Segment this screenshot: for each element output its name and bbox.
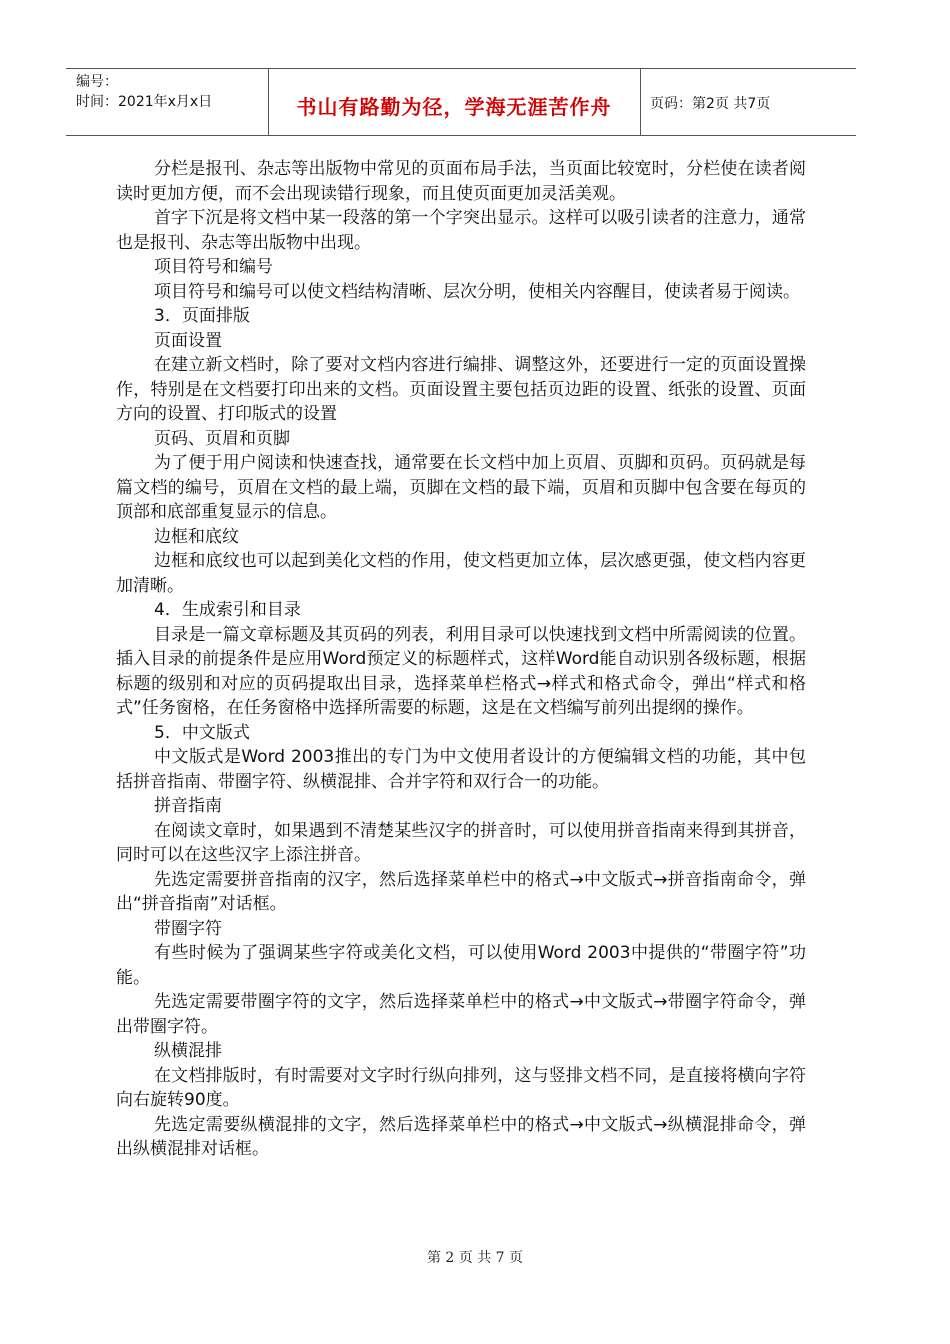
- document-body: [116, 157, 806, 1162]
- paragraph: 首字下沉是将文档中某一段落的第一个字突出显示。这样可以吸引读者的注意力，通常也是报刊、杂志等出版物中出现。: [116, 208, 806, 253]
- page-header: [66, 68, 856, 136]
- section-heading: 拼音指南: [154, 796, 222, 816]
- paragraph: 中文版式是Word 2003推出的专门为中文使用者设计的方便编辑文档的功能，其中包括拼音指南、带圈字符、纵横混排、合并字符和双行合一的功能。: [116, 747, 806, 792]
- paragraph: 分栏是报刊、杂志等出版物中常见的页面布局手法，当页面比较宽时，分栏使在读者阅读时更加方便，而不会出现读错行现象，而且使页面更加灵活美观。: [116, 159, 806, 204]
- paragraph: 有些时候为了强调某些字符或美化文档，可以使用Word 2003中提供的“带圈字符”功能。: [116, 943, 806, 988]
- paragraph: 在文档排版时，有时需要对文字时行纵向排列，这与竖排文档不同，是直接将横向字符向右旋转90度。: [116, 1065, 806, 1110]
- document-time-label: 时间：2021年x月x日: [76, 94, 213, 110]
- section-heading: 带圈字符: [154, 918, 222, 939]
- paragraph: 先选定需要带圈字符的文字，然后选择菜单栏中的格式→中文版式→带圈字符命令，弹出带圈字符。: [116, 992, 806, 1037]
- paragraph: 在阅读文章时，如果遇到不清楚某些汉字的拼音时，可以使用拼音指南来得到其拼音，同时可以在这些汉字上添注拼音。: [116, 820, 806, 865]
- section-heading: 项目符号和编号: [154, 257, 273, 277]
- paragraph: 项目符号和编号可以使文档结构清晰、层次分明，使相关内容醒目，使读者易于阅读。: [154, 281, 800, 302]
- section-heading: 4．生成索引和目录: [154, 600, 301, 620]
- section-heading: 页面设置: [154, 330, 222, 351]
- section-heading: 3．页面排版: [154, 306, 250, 326]
- section-heading: 边框和底纹: [154, 526, 239, 547]
- header-page-info: 页码：第2页 共7页: [650, 96, 771, 112]
- header-motto: 书山有路勤为径，学海无涯苦作舟: [296, 95, 612, 119]
- paragraph: 先选定需要拼音指南的汉字，然后选择菜单栏中的格式→中文版式→拼音指南命令，弹出“拼音指南”对话框。: [116, 869, 806, 914]
- header-right-cell: [640, 69, 856, 135]
- paragraph: 边框和底纹也可以起到美化文档的作用，使文档更加立体，层次感更强，使文档内容更加清晰。: [116, 551, 806, 596]
- section-heading: 纵横混排: [154, 1041, 222, 1061]
- paragraph: 在建立新文档时，除了要对文档内容进行编排、调整这外，还要进行一定的页面设置操作，特别是在文档要打印出来的文档。页面设置主要包括页边距的设置、纸张的设置、页面方向的设置、打印版式的设置: [116, 355, 806, 424]
- paragraph: 目录是一篇文章标题及其页码的列表，利用目录可以快速找到文档中所需阅读的位置。插入目录的前提条件是应用Word预定义的标题样式，这样Word能自动识别各级标题，根据标题的级别和对应的页码提取出目录，选择菜单栏格式→样式和格式命令，弹出“样式和格式”任务窗格，在任务窗格中选择所需要的标题，这是在文档编写前列出提纲的操作。: [116, 624, 806, 718]
- page-footer: 第 2 页 共 7 页: [426, 1250, 524, 1266]
- header-middle-cell: [268, 69, 641, 135]
- document-number-label: 编号：: [76, 74, 118, 90]
- section-heading: 5．中文版式: [154, 722, 250, 743]
- paragraph: 先选定需要纵横混排的文字，然后选择菜单栏中的格式→中文版式→纵横混排命令，弹出纵横混排对话框。: [116, 1114, 806, 1159]
- header-left-cell: [66, 69, 269, 135]
- section-heading: 页码、页眉和页脚: [154, 428, 290, 449]
- paragraph: 为了便于用户阅读和快速查找，通常要在长文档中加上页眉、页脚和页码。页码就是每篇文档的编号，页眉在文档的最上端，页脚在文档的最下端，页眉和页脚中包含要在每页的顶部和底部重复显示的信息。: [116, 453, 806, 522]
